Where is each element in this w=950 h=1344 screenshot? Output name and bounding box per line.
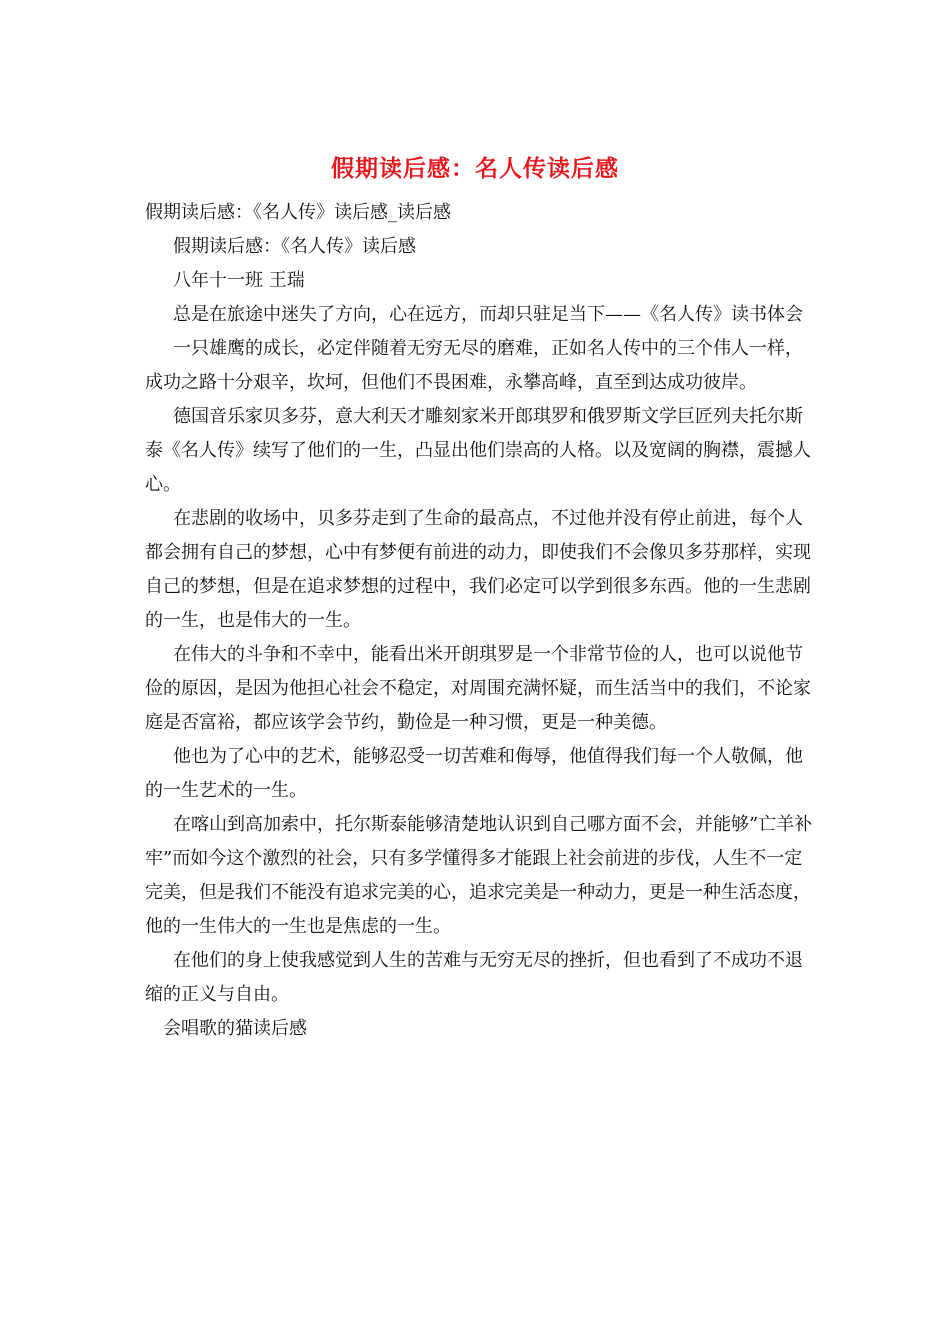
paragraph: 在伟大的斗争和不幸中，能看出米开朗琪罗是一个非常节俭的人，也可以说他节俭的原因，是因为他担心社会不稳定，对周围充满怀疑，而生活当中的我们，不论家庭是否富裕，都应该学会节约，勤俭是一种习惯，更是一种美德。 (145, 644, 811, 733)
document-title: 假期读后感：名人传读后感 (331, 155, 619, 182)
footer-line: 会唱歌的猫读后感 (163, 1018, 307, 1039)
paragraph: 他也为了心中的艺术，能够忍受一切苦难和侮辱，他值得我们每一个人敬佩，他的一生艺术的一生。 (145, 746, 803, 801)
paragraph: 总是在旅途中迷失了方向，心在远方，而却只驻足当下——《名人传》读书体会 (173, 304, 803, 325)
subtitle-line: 假期读后感：《名人传》读后感_读后感 (145, 202, 451, 223)
document-body (145, 196, 817, 1046)
paragraph: 一只雄鹰的成长，必定伴随着无穷无尽的磨难，正如名人传中的三个伟人一样，成功之路十分艰辛，坎坷，但他们不畏困难，永攀高峰，直至到达成功彼岸。 (145, 338, 803, 393)
paragraph: 在他们的身上使我感觉到人生的苦难与无穷无尽的挫折，但也看到了不成功不退缩的正义与自由。 (145, 950, 803, 1005)
paragraph: 在悲剧的收场中，贝多芬走到了生命的最高点，不过他并没有停止前进，每个人都会拥有自己的梦想，心中有梦便有前进的动力，即使我们不会像贝多芬那样，实现自己的梦想，但是在追求梦想的过程中，我们必定可以学到很多东西。他的一生悲剧的一生，也是伟大的一生。 (145, 508, 811, 631)
paragraph: 德国音乐家贝多芬，意大利天才雕刻家米开郎琪罗和俄罗斯文学巨匠列夫托尔斯泰《名人传》续写了他们的一生，凸显出他们崇高的人格。以及宽阔的胸襟，震撼人心。 (145, 406, 811, 495)
paragraph: 八年十一班 王瑞 (173, 270, 305, 291)
paragraph: 在喀山到高加索中，托尔斯泰能够清楚地认识到自己哪方面不会，并能够”亡羊补牢”而如今这个激烈的社会，只有多学懂得多才能跟上社会前进的步伐，人生不一定完美，但是我们不能没有追求完美的心，追求完美是一种动力，更是一种生活态度，他的一生伟大的一生也是焦虑的一生。 (145, 814, 813, 937)
paragraph: 假期读后感：《名人传》读后感 (173, 236, 416, 257)
